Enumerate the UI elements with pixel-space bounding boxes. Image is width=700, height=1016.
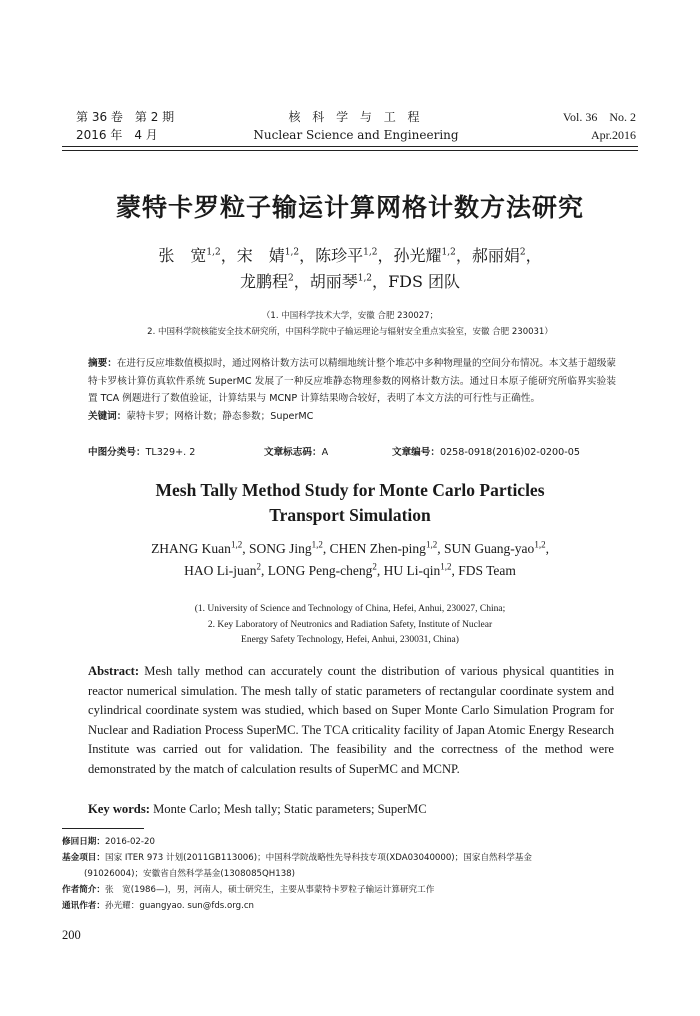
volume-issue-en: Vol. 36 No. 2 xyxy=(562,110,636,124)
page-number: 200 xyxy=(62,928,81,942)
affiliation-cn-2: 2. 中国科学院核能安全技术研究所，中国科学院中子输运理论与辐射安全重点实验室，安徽 合肥 230031） xyxy=(147,327,553,337)
received-label: 修回日期： xyxy=(62,837,105,847)
author-affiliation-mark: 2 xyxy=(256,561,261,572)
author-name: FDS 团队 xyxy=(388,272,461,291)
abstract-cn-text: 在进行反应堆数值模拟时，通过网格计数方法可以精细地统计整个堆芯中多种物理量的空间分布情况。本文基于超级蒙特卡罗核计算仿真软件系统 SuperMC 发展了一种反应堆静态物理参数的网格计数方法。通过日本原子能研究所临界实验装置 TCA 例题进行了数值验证，计算结果与 MCNP 计算结果吻合较好，表明了本文方法的可行性与正确性。 xyxy=(88,358,617,404)
abstract-en xyxy=(88,662,614,779)
author-separator: , xyxy=(545,541,549,556)
author-separator: , xyxy=(451,563,459,578)
keywords-cn-text: 蒙特卡罗；网格计数；静态参数；SuperMC xyxy=(126,410,314,422)
author-name: 胡丽琴 xyxy=(309,272,358,291)
title-en-line1: Mesh Tally Method Study for Monte Carlo Particles xyxy=(155,480,545,500)
footnote-rule xyxy=(62,828,144,829)
doc-code-label: 文章标志码： xyxy=(264,447,322,458)
author-name: CHEN Zhen-ping xyxy=(329,541,426,556)
running-header xyxy=(76,108,636,144)
footnote-received xyxy=(62,834,618,850)
author-name: HU Li-qin xyxy=(383,563,441,578)
author-affiliation-mark: 1,2 xyxy=(206,247,221,258)
journal-name-cn: 核 科 学 与 工 程 xyxy=(288,110,424,124)
author-name: 张 宽 xyxy=(158,246,207,265)
author-separator: , xyxy=(260,563,268,578)
abstract-cn xyxy=(88,355,616,425)
author-separator: ， xyxy=(299,246,316,265)
author-value: 张 宽(1986—)，男，河南人，硕士研究生，主要从事蒙特卡罗粒子输运计算研究工作 xyxy=(104,885,435,895)
header-right xyxy=(563,108,636,144)
author-name: FDS Team xyxy=(458,563,516,578)
authors-en-line2 xyxy=(0,560,700,582)
author-name: 陈珍平 xyxy=(315,246,364,265)
author-affiliation-mark: 1,2 xyxy=(363,247,378,258)
author-affiliation-mark: 1,2 xyxy=(284,247,300,258)
affiliations-en xyxy=(0,602,700,649)
author-separator: ， xyxy=(293,272,310,291)
author-separator: ， xyxy=(525,246,542,265)
author-label: 作者简介： xyxy=(62,885,105,895)
author-name: 孙光耀 xyxy=(393,246,442,265)
fund-value: 国家 ITER 973 计划(2011GB113006)；中国科学院战略性先导科技专项(XDA03040000)；国家自然科学基金 xyxy=(104,853,533,863)
authors-en xyxy=(0,538,700,582)
title-en-line2: Transport Simulation xyxy=(269,505,431,525)
journal-name-en: Nuclear Science and Engineering xyxy=(253,128,459,142)
footnote-corresponding xyxy=(62,898,618,914)
affiliation-en-2: 2. Key Laboratory of Neutronics and Radiation Safety, Institute of Nuclear xyxy=(207,619,493,630)
corr-value: 孙光耀：guangyao. sun@fds.org.cn xyxy=(104,901,255,911)
header-center xyxy=(76,108,636,144)
author-affiliation-mark: 1,2 xyxy=(425,539,438,550)
clc-number xyxy=(88,444,195,462)
author-separator: , xyxy=(242,541,249,556)
author-affiliation-mark: 2 xyxy=(287,273,294,284)
corr-label: 通讯作者： xyxy=(62,901,105,911)
footnote-author xyxy=(62,882,618,898)
footnote-fund xyxy=(62,850,618,882)
author-name: SONG Jing xyxy=(248,541,312,556)
author-name: 宋 婧 xyxy=(236,246,285,265)
affiliation-en-3: Energy Safety Technology, Hefei, Anhui, 230031, China) xyxy=(241,635,459,645)
authors-cn-line2 xyxy=(0,269,700,295)
author-separator: , xyxy=(322,541,330,556)
article-number xyxy=(392,444,580,462)
author-affiliation-mark: 1,2 xyxy=(311,539,323,550)
clc-value: TL329+. 2 xyxy=(145,447,196,458)
author-name: SUN Guang-yao xyxy=(443,541,535,556)
affiliation-en-1: (1. University of Science and Technology of China, Hefei, Anhui, 230027, China; xyxy=(194,604,506,614)
author-affiliation-mark: 2 xyxy=(372,561,377,572)
keywords-cn-label: 关键词： xyxy=(88,410,127,422)
article-no-value: 0258-0918(2016)02-0200-05 xyxy=(439,447,580,458)
author-name: 郝丽娟 xyxy=(471,246,520,265)
author-separator: ， xyxy=(220,246,237,265)
document-code xyxy=(264,444,328,462)
author-separator: ， xyxy=(455,246,472,265)
volume-issue-cn: 第 36 卷 第 2 期 xyxy=(76,110,175,124)
abstract-en-label: Abstract: xyxy=(88,664,140,678)
title-en xyxy=(0,478,700,528)
doc-code-value: A xyxy=(321,447,329,458)
affiliation-cn-1: （1. 中国科学技术大学，安徽 合肥 230027； xyxy=(261,311,439,321)
keywords-en-label: Key words: xyxy=(88,802,150,816)
title-cn: 蒙特卡罗粒子输运计算网格计数方法研究 xyxy=(115,193,584,222)
author-name: ZHANG Kuan xyxy=(151,541,231,556)
keywords-en xyxy=(88,800,614,819)
keywords-en-text: Monte Carlo; Mesh tally; Static parameters; SuperMC xyxy=(153,802,427,816)
author-affiliation-mark: 1,2 xyxy=(357,273,373,284)
fund-value-2: (91026004)；安徽省自然科学基金(1308085QH138) xyxy=(84,869,295,879)
author-affiliation-mark: 1,2 xyxy=(441,247,456,258)
author-name: LONG Peng-cheng xyxy=(267,563,373,578)
received-value: 2016-02-20 xyxy=(104,837,155,847)
author-affiliation-mark: 2 xyxy=(519,247,526,258)
authors-en-line1 xyxy=(0,538,700,560)
article-no-label: 文章编号： xyxy=(392,447,440,458)
classification-row xyxy=(88,444,616,462)
header-rule-thick xyxy=(62,146,638,147)
author-separator: ， xyxy=(377,246,394,265)
authors-cn-line1 xyxy=(0,243,700,269)
authors-cn xyxy=(0,243,700,295)
abstract-en-text: Mesh tally method can accurately count the distribution of various physical quantities in reactor numerical simulation. The mesh tally of static parameters of rectangular coordinate system and cylindrical coordinate system was studied, which based on Super Monte Carlo Simulation Program for Nuclear and Radiation Process SuperMC. The TCA criticality facility of Japan Atomic Energy Research Institute was carried out for validation. The feasibility and the correctness of the method were demonstrated by the match of calculation results of SuperMC and MCNP. xyxy=(88,664,614,776)
fund-label: 基金项目： xyxy=(62,853,105,863)
abstract-cn-label: 摘要： xyxy=(88,358,117,369)
author-separator: ， xyxy=(372,272,389,291)
date-cn: 2016 年 4 月 xyxy=(76,128,158,142)
author-separator: , xyxy=(376,563,384,578)
author-name: HAO Li-juan xyxy=(184,563,257,578)
footnotes xyxy=(62,834,618,914)
author-affiliation-mark: 1,2 xyxy=(534,539,546,550)
clc-label: 中图分类号： xyxy=(88,447,146,458)
author-affiliation-mark: 1,2 xyxy=(230,539,243,550)
header-rule-thin xyxy=(62,150,638,151)
affiliations-cn xyxy=(0,308,700,340)
author-separator: , xyxy=(437,541,444,556)
author-affiliation-mark: 1,2 xyxy=(440,561,452,572)
date-en: Apr.2016 xyxy=(591,128,636,142)
author-name: 龙鹏程 xyxy=(239,272,288,291)
